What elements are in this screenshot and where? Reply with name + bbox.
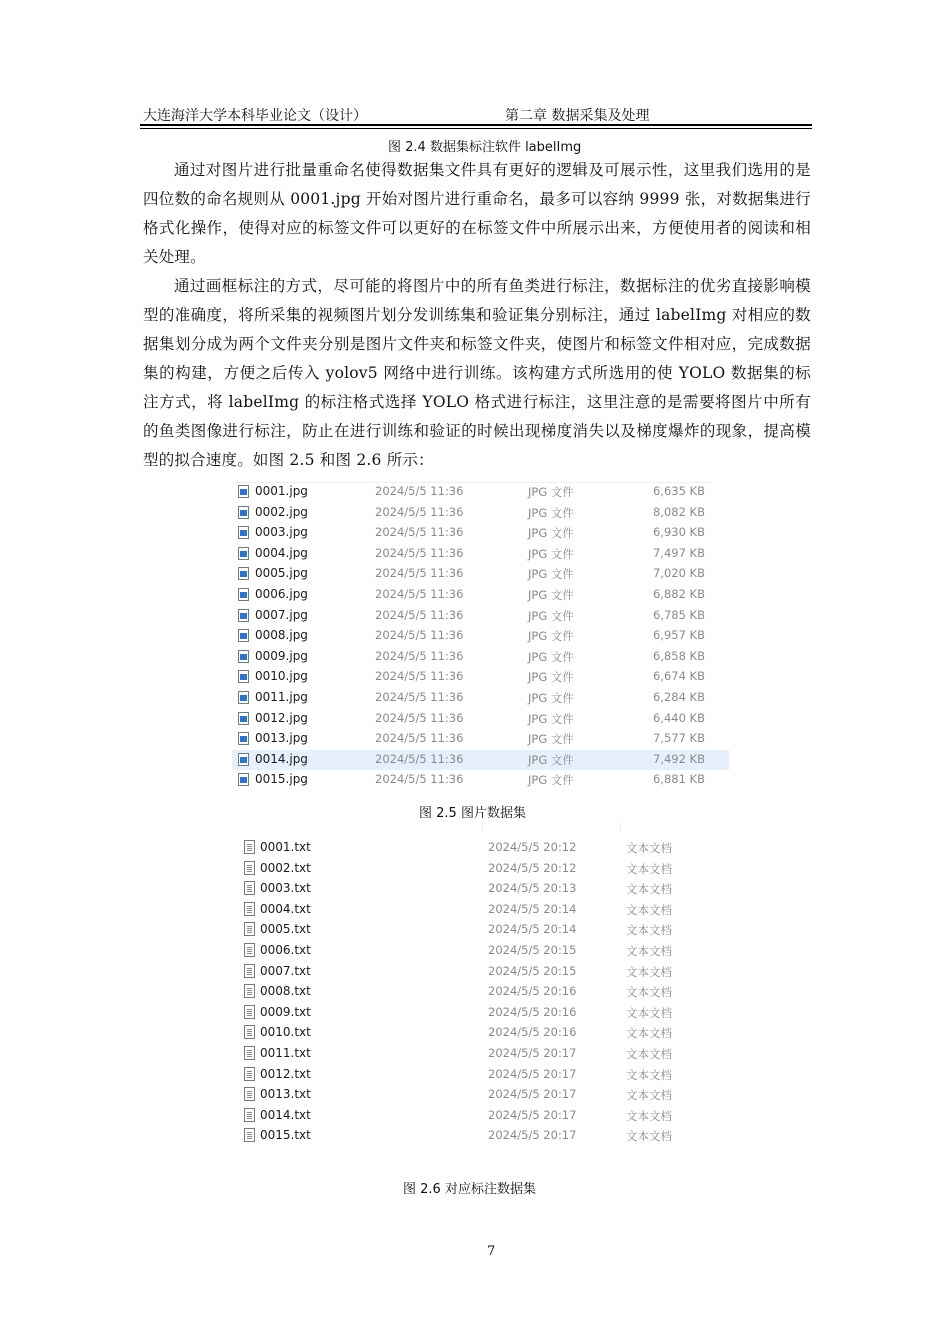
image-file-icon	[238, 732, 249, 745]
file-name: 0009.jpg	[255, 648, 308, 663]
file-row[interactable]	[232, 688, 729, 708]
file-type: JPG 文件	[528, 732, 574, 747]
file-size: 7,492 KB	[652, 751, 705, 766]
file-name: 0003.jpg	[255, 525, 308, 540]
file-type: JPG 文件	[528, 752, 574, 767]
image-file-icon	[238, 753, 249, 766]
page-header-right: 第二章 数据采集及处理	[505, 108, 650, 124]
text-file-icon	[244, 902, 255, 916]
header-rule-thin	[140, 128, 812, 129]
file-name: 0003.txt	[260, 881, 311, 896]
file-type: JPG 文件	[528, 588, 574, 602]
file-name: 0011.jpg	[255, 690, 308, 704]
file-type: 文本文档	[626, 1005, 672, 1020]
file-row[interactable]	[232, 750, 729, 770]
file-row[interactable]	[238, 859, 698, 879]
file-type: JPG 文件	[528, 567, 574, 582]
file-date: 2024/5/5 20:13	[488, 881, 577, 896]
file-size: 7,020 KB	[652, 566, 705, 581]
file-type: 文本文档	[626, 1108, 672, 1123]
file-date: 2024/5/5 20:17	[488, 1046, 577, 1060]
image-file-icon	[238, 567, 249, 580]
figure-2-6-caption: 图 2.6 对应标注数据集	[403, 1182, 536, 1197]
file-type: JPG 文件	[528, 691, 574, 705]
file-name: 0012.jpg	[255, 710, 308, 725]
file-type: JPG 文件	[528, 526, 574, 541]
file-date: 2024/5/5 20:17	[488, 1107, 577, 1122]
image-file-icon	[238, 526, 249, 539]
file-date: 2024/5/5 11:36	[375, 731, 464, 746]
file-date: 2024/5/5 20:16	[488, 1004, 577, 1019]
image-file-icon	[238, 609, 249, 622]
file-type: JPG 文件	[528, 608, 574, 623]
file-size: 6,858 KB	[652, 648, 705, 663]
file-row[interactable]	[232, 482, 729, 502]
file-name: 0008.jpg	[255, 628, 308, 643]
file-date: 2024/5/5 11:36	[375, 628, 464, 643]
image-file-icon	[238, 712, 249, 725]
text-file-icon	[244, 922, 255, 936]
image-file-icon	[238, 629, 249, 642]
file-date: 2024/5/5 20:15	[488, 963, 577, 978]
file-row[interactable]	[232, 503, 729, 523]
text-file-icon	[244, 1046, 255, 1060]
image-file-icon	[238, 650, 249, 663]
paragraph-2: 通过画框标注的方式，尽可能的将图片中的所有鱼类进行标注，数据标注的优劣直接影响模型的准确度，将所采集的视频图片划分发训练集和验证集分别标注，通过 labelImg 对相应的数据集划分成为两个文件夹分别是图片文件夹和标签文件夹，使图片和标签文件相对应，完成数据集的构建，方便之后传入 yolov5 网络中进行训练。该构建方式所选用的使 YOLO 数据集的标注方式，将 labelImg 的标注格式选择 YOLO 格式进行标注，这里注意的是需要将图片中所有的鱼类图像进行标注，防止在进行训练和验证的时候出现梯度消失以及梯度爆炸的现象，提高模型的拟合速度。如图 2.5 和图 2.6 所示：	[143, 277, 811, 469]
file-row[interactable]	[238, 1065, 698, 1085]
file-size: 6,882 KB	[652, 587, 705, 601]
file-date: 2024/5/5 11:36	[375, 504, 464, 519]
file-name: 0005.txt	[260, 922, 311, 937]
file-row[interactable]	[238, 900, 698, 920]
file-type: 文本文档	[626, 902, 672, 917]
file-row[interactable]	[238, 1106, 698, 1126]
file-name: 0014.jpg	[255, 751, 308, 766]
file-name: 0007.txt	[260, 963, 311, 978]
image-file-icon	[238, 670, 249, 683]
file-date: 2024/5/5 20:16	[488, 1025, 577, 1040]
text-file-icon	[244, 943, 255, 957]
file-size: 6,881 KB	[652, 772, 705, 787]
file-row[interactable]	[232, 523, 729, 543]
file-row[interactable]	[238, 838, 698, 858]
header-rule-thick	[140, 124, 812, 126]
file-row[interactable]	[238, 941, 698, 961]
file-type: JPG 文件	[528, 505, 574, 520]
file-type: JPG 文件	[528, 485, 574, 499]
file-name: 0004.jpg	[255, 545, 308, 560]
file-name: 0013.jpg	[255, 731, 308, 746]
file-row[interactable]	[232, 770, 729, 790]
jpg-file-list	[232, 482, 729, 792]
file-name: 0005.jpg	[255, 566, 308, 581]
file-type: 文本文档	[626, 964, 672, 979]
file-row[interactable]	[238, 1126, 698, 1146]
file-type: 文本文档	[626, 841, 672, 855]
file-row[interactable]	[238, 920, 698, 940]
file-date: 2024/5/5 20:17	[488, 1066, 577, 1081]
file-row[interactable]	[238, 982, 698, 1002]
file-row[interactable]	[238, 879, 698, 899]
file-size: 7,497 KB	[652, 545, 705, 560]
file-name: 0014.txt	[260, 1107, 311, 1122]
page-header-left: 大连海洋大学本科毕业论文（设计）	[143, 108, 367, 124]
file-row[interactable]	[232, 544, 729, 564]
file-row[interactable]	[232, 709, 729, 729]
file-size: 6,440 KB	[652, 710, 705, 725]
file-row[interactable]	[232, 585, 729, 605]
image-file-icon	[238, 485, 249, 498]
file-row[interactable]	[232, 729, 729, 749]
file-type: JPG 文件	[528, 773, 574, 788]
file-date: 2024/5/5 20:12	[488, 840, 577, 854]
file-date: 2024/5/5 11:36	[375, 587, 464, 601]
file-row[interactable]	[232, 667, 729, 687]
file-type: JPG 文件	[528, 546, 574, 561]
file-name: 0013.txt	[260, 1087, 311, 1102]
file-size: 8,082 KB	[652, 504, 705, 519]
file-type: JPG 文件	[528, 629, 574, 644]
file-row[interactable]	[238, 1023, 698, 1043]
txt-file-list	[238, 822, 698, 1152]
file-date: 2024/5/5 11:36	[375, 525, 464, 540]
file-date: 2024/5/5 11:36	[375, 669, 464, 684]
file-name: 0010.txt	[260, 1025, 311, 1040]
paragraph-1: 通过对图片进行批量重命名使得数据集文件具有更好的逻辑及可展示性，这里我们选用的是四位数的命名规则从 0001.jpg 开始对图片进行重命名，最多可以容纳 9999 张，对数据集进行格式化操作，使得对应的标签文件可以更好的在标签文件中所展示出来，方便使用者的阅读和相关处理。	[143, 161, 811, 266]
file-name: 0015.jpg	[255, 772, 308, 787]
file-date: 2024/5/5 20:14	[488, 922, 577, 937]
image-file-icon	[238, 773, 249, 786]
image-file-icon	[238, 547, 249, 560]
file-name: 0002.txt	[260, 860, 311, 875]
text-file-icon	[244, 881, 255, 895]
file-row[interactable]	[238, 1003, 698, 1023]
file-date: 2024/5/5 11:36	[375, 710, 464, 725]
file-date: 2024/5/5 11:36	[375, 772, 464, 787]
file-date: 2024/5/5 20:17	[488, 1087, 577, 1102]
file-type: 文本文档	[626, 1129, 672, 1144]
file-row[interactable]	[232, 647, 729, 667]
text-file-icon	[244, 861, 255, 875]
text-file-icon	[244, 840, 255, 854]
file-type: 文本文档	[626, 944, 672, 958]
file-name: 0001.txt	[260, 840, 311, 854]
file-date: 2024/5/5 11:36	[375, 566, 464, 581]
file-name: 0007.jpg	[255, 607, 308, 622]
file-size: 6,785 KB	[652, 607, 705, 622]
file-size: 7,577 KB	[652, 731, 705, 746]
column-divider	[620, 822, 621, 832]
file-type: 文本文档	[626, 1026, 672, 1041]
file-row[interactable]	[232, 564, 729, 584]
file-type: 文本文档	[626, 861, 672, 876]
file-name: 0006.txt	[260, 943, 311, 957]
file-size: 6,284 KB	[652, 690, 705, 704]
text-file-icon	[244, 1067, 255, 1081]
file-name: 0004.txt	[260, 901, 311, 916]
file-date: 2024/5/5 20:17	[488, 1128, 577, 1143]
text-file-icon	[244, 964, 255, 978]
file-row[interactable]	[238, 962, 698, 982]
body-text	[143, 156, 811, 475]
file-name: 0010.jpg	[255, 669, 308, 684]
file-type: JPG 文件	[528, 649, 574, 664]
file-date: 2024/5/5 20:12	[488, 860, 577, 875]
file-date: 2024/5/5 11:36	[375, 545, 464, 560]
file-name: 0002.jpg	[255, 504, 308, 519]
file-size: 6,635 KB	[652, 484, 705, 498]
text-file-icon	[244, 1005, 255, 1019]
page-number: 7	[487, 1244, 496, 1259]
text-file-icon	[244, 1128, 255, 1142]
file-type: 文本文档	[626, 923, 672, 938]
file-size: 6,957 KB	[652, 628, 705, 643]
column-divider	[482, 822, 483, 832]
file-row[interactable]	[232, 626, 729, 646]
file-date: 2024/5/5 11:36	[375, 484, 464, 498]
figure-2-5-caption: 图 2.5 图片数据集	[419, 806, 526, 821]
file-name: 0015.txt	[260, 1128, 311, 1143]
file-date: 2024/5/5 11:36	[375, 751, 464, 766]
file-size: 6,930 KB	[652, 525, 705, 540]
file-date: 2024/5/5 20:16	[488, 984, 577, 999]
image-file-icon	[238, 691, 249, 704]
file-type: 文本文档	[626, 882, 672, 897]
file-name: 0001.jpg	[255, 484, 308, 498]
text-file-icon	[244, 984, 255, 998]
file-row[interactable]	[238, 1085, 698, 1105]
file-type: 文本文档	[626, 1047, 672, 1061]
file-date: 2024/5/5 20:14	[488, 901, 577, 916]
file-type: 文本文档	[626, 1067, 672, 1082]
text-file-icon	[244, 1087, 255, 1101]
file-type: 文本文档	[626, 985, 672, 1000]
image-file-icon	[238, 506, 249, 519]
file-row[interactable]	[238, 1044, 698, 1064]
file-type: JPG 文件	[528, 711, 574, 726]
file-name: 0009.txt	[260, 1004, 311, 1019]
file-type: 文本文档	[626, 1088, 672, 1103]
figure-2-4-caption: 图 2.4 数据集标注软件 labelImg	[388, 140, 582, 155]
text-file-icon	[244, 1025, 255, 1039]
file-date: 2024/5/5 11:36	[375, 690, 464, 704]
file-name: 0008.txt	[260, 984, 311, 999]
file-date: 2024/5/5 11:36	[375, 648, 464, 663]
text-file-icon	[244, 1108, 255, 1122]
file-date: 2024/5/5 20:15	[488, 943, 577, 957]
file-name: 0011.txt	[260, 1046, 311, 1060]
image-file-icon	[238, 588, 249, 601]
file-type: JPG 文件	[528, 670, 574, 685]
file-date: 2024/5/5 11:36	[375, 607, 464, 622]
file-name: 0006.jpg	[255, 587, 308, 601]
file-size: 6,674 KB	[652, 669, 705, 684]
file-name: 0012.txt	[260, 1066, 311, 1081]
file-row[interactable]	[232, 606, 729, 626]
